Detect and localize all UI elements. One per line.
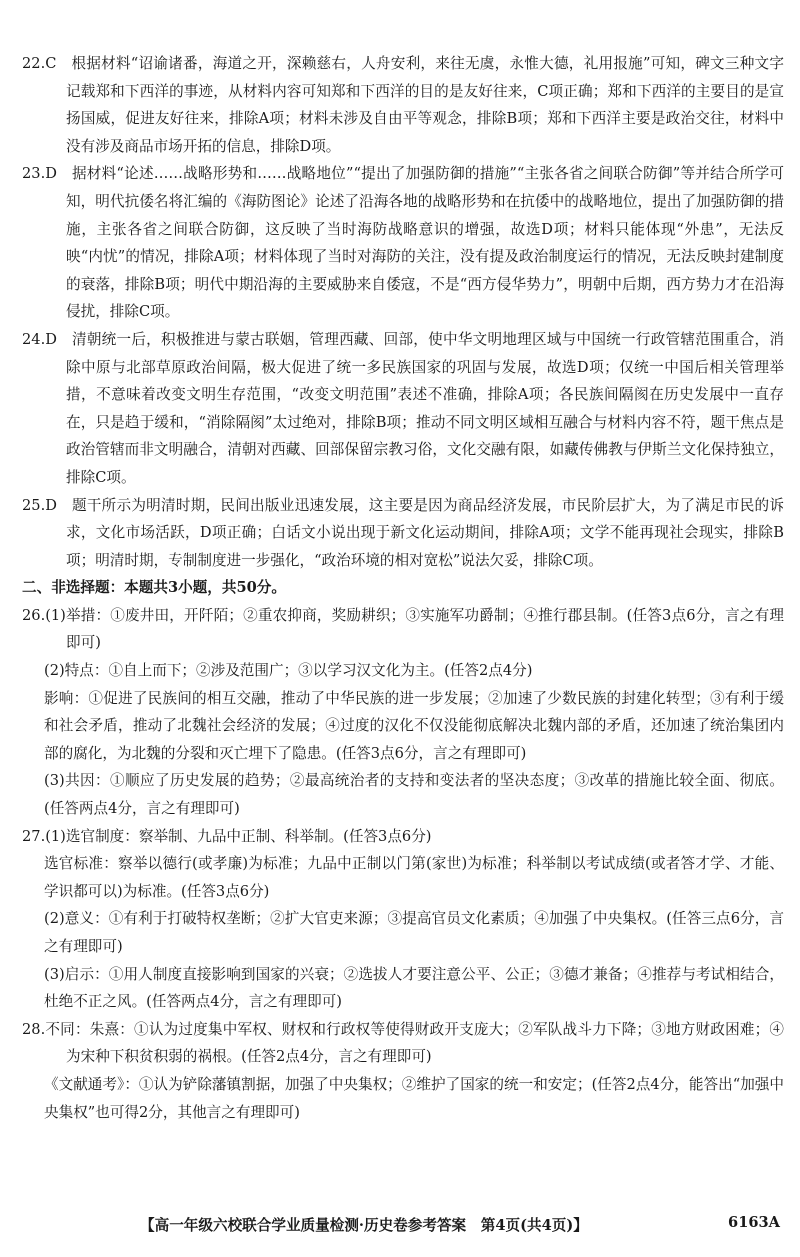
answer-content xyxy=(22,50,784,1126)
answer-24: 24.D 清朝统一后，积极推进与蒙古联姻，管理西藏、回部，使中华文明地理区域与中国统一行政管辖范围重合，消除中原与北部草原政治间隔，极大促进了统一多民族国家的巩固与发展，故选D项；仅统一中国后相关管理举措，不意味着改变文明生存范围，“改变文明范围”表述不准确，排除A项；各民族间隔阂在历史发展中一直存在，只是趋于缓和，“消除隔阂”太过绝对，排除B项；推动不同文明区域相互融合与材料内容不符，题干焦点是政治管辖而非文明融合，清朝对西藏、回部保留宗教习俗，文化交融有限，如藏传佛教与伊斯兰文化保持独立，排除C项。 xyxy=(22,330,784,486)
answer-23: 23.D 据材料“论述……战略形势和……战略地位”“提出了加强防御的措施”“主张各省之间联合防御”等并结合所学可知，明代抗倭名将汇编的《海防图论》论述了沿海各地的战略形势和在抗倭中的战略地位，提出了加强防御的措施，主张各省之间联合防御，这反映了当时海防战略意识的增强，故选D项；材料只能体现“外患”，无法反映“内忧”的情况，排除A项；材料体现了当时对海防的关注，没有提及政治制度运行的情况，无法反映封建制度的衰落，排除B项；明代中期沿海的主要威胁来自倭寇，不是“西方侵华势力”，明朝中后期，西方势力才在沿海侵扰，排除C项。 xyxy=(22,165,784,321)
answer-27-part1: 27.(1)选官制度：察举制、九品中正制、科举制。(任答3点6分) xyxy=(22,827,432,845)
answer-26-part2-features: (2)特点：①自上而下；②涉及范围广；③以学习汉文化为主。(任答2点4分) xyxy=(44,662,533,680)
answer-28-wenxian: 《文献通考》：①认为铲除藩镇割据，加强了中央集权；②维护了国家的统一和安定；(任答2点4分，能答出“加强中央集权”也可得2分，其他言之有理即可) xyxy=(44,1075,784,1121)
footer-code: 6163A xyxy=(728,1214,780,1231)
answer-27-part2: (2)意义：①有利于打破特权垄断；②扩大官吏来源；③提高官员文化素质；④加强了中央集权。(任答三点6分，言之有理即可) xyxy=(44,910,784,955)
answer-28-zhuxi: 28.不同：朱熹：①认为过度集中军权、财权和行政权等使得财政开支庞大；②军队战斗力下降；③地方财政困难；④为宋种下积贫积弱的祸根。(任答2点4分，言之有理即可) xyxy=(22,1020,784,1066)
answer-26-part3: (3)共因：①顺应了历史发展的趋势；②最高统治者的支持和变法者的坚决态度；③改革的措施比较全面、彻底。(任答两点4分，言之有理即可) xyxy=(44,772,784,818)
answer-27-part3: (3)启示：①用人制度直接影响到国家的兴衰；②选拔人才要注意公平、公正；③德才兼备；④推荐与考试相结合，杜绝不正之风。(任答两点4分，言之有理即可) xyxy=(44,965,784,1011)
answer-22: 22.C 根据材料“诏谕诸番，海道之开，深赖慈右，人舟安利，来往无虞，永惟大德，礼用报施”可知，碑文三种文字记载郑和下西洋的事迹，从材料内容可知郑和下西洋的目的是友好往来，C项正确；郑和下西洋的主要目的是宣扬国威，促进友好往来，排除A项；材料未涉及自由平等观念，排除B项；郑和下西洋主要是政治交往，材料中没有涉及商品市场开拓的信息，排除D项。 xyxy=(22,55,784,155)
page-footer xyxy=(140,1214,780,1238)
section-heading: 二、非选择题：本题共3小题，共50分。 xyxy=(22,579,286,597)
answer-26-part1: 26.(1)举措：①废井田，开阡陌；②重农抑商，奖励耕织；③实施军功爵制；④推行郡县制。(任答3点6分，言之有理即可) xyxy=(22,606,784,652)
footer-title: 【高一年级六校联合学业质量检测·历史卷参考答案 第4页(共4页)】 xyxy=(140,1217,588,1234)
answer-27-standards: 选官标准：察举以德行(或孝廉)为标准；九品中正制以门第(家世)为标准；科举制以考试成绩(或者答才学、才能、学识都可以)为标准。(任答3点6分) xyxy=(44,855,784,900)
answer-26-part2-impact: 影响：①促进了民族间的相互交融，推动了中华民族的进一步发展；②加速了少数民族的封建化转型；③有利于缓和社会矛盾，推动了北魏社会经济的发展；④过度的汉化不仅没能彻底解决北魏内部的矛盾，还加速了统治集团内部的腐化，为北魏的分裂和灭亡埋下了隐患。(任答3点6分，言之有理即可) xyxy=(44,689,784,762)
answer-25: 25.D 题干所示为明清时期，民间出版业迅速发展，这主要是因为商品经济发展，市民阶层扩大，为了满足市民的诉求，文化市场活跃，D项正确；白话文小说出现于新文化运动期间，排除A项；文学不能再现社会现实，排除B项；明清时期，专制制度进一步强化，“政治环境的相对宽松”说法欠妥，排除C项。 xyxy=(22,496,784,569)
